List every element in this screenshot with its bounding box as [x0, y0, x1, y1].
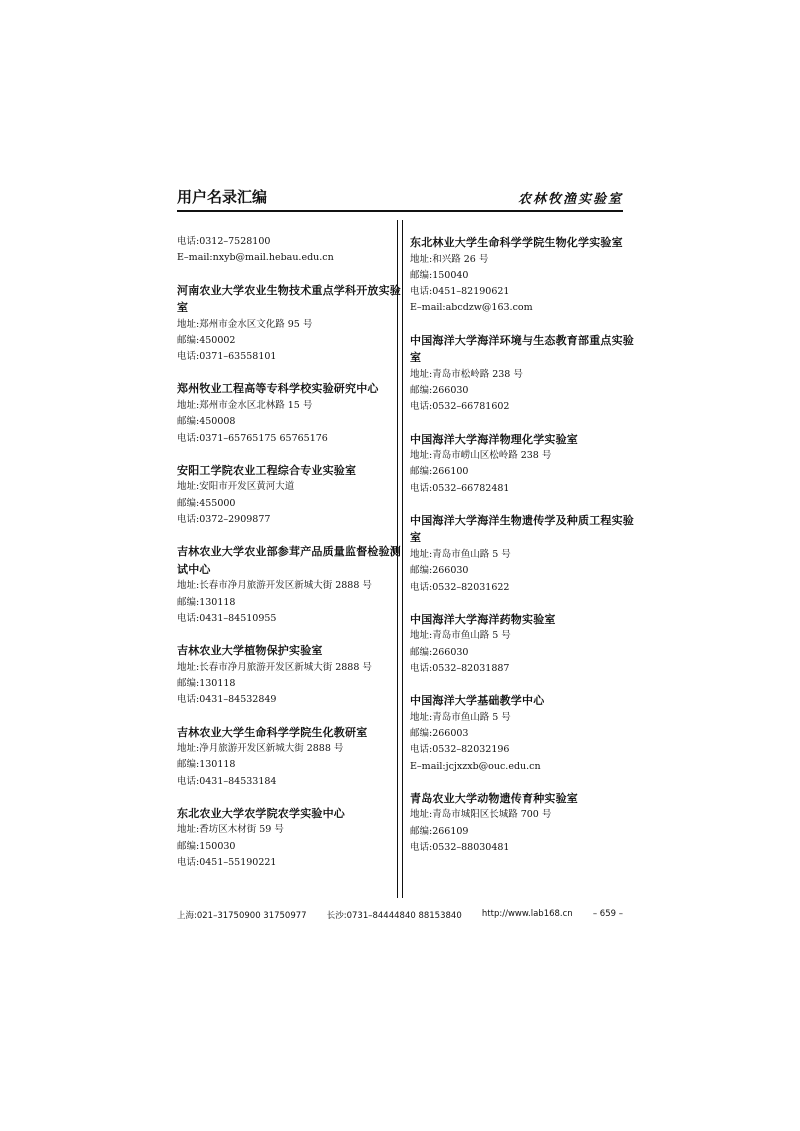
entry-email: E–mail:nxyb@mail.hebau.edu.cn: [177, 252, 334, 264]
header-rule: [177, 210, 623, 212]
entry-detail-line: 地址:郑州市金水区北林路 15 号: [177, 399, 313, 411]
entry-detail-line: 地址:青岛市松岭路 238 号: [410, 368, 523, 380]
entry-name: 河南农业大学农业生物技术重点学科开放实验室: [177, 283, 401, 315]
entry-phone: 电话:0312–7528100: [177, 236, 271, 247]
entry-name: 青岛农业大学动物遗传育种实验室: [410, 791, 578, 805]
continued-entry: [177, 234, 402, 267]
entry-name: 中国海洋大学海洋生物遗传学及种质工程实验室: [410, 513, 634, 545]
entry-detail-line: 地址:青岛市鱼山路 5 号: [410, 548, 511, 560]
entry-detail-line: 电话:0451–55190221: [177, 857, 277, 869]
entry-detail-line: 邮编:150040: [410, 269, 469, 281]
entry-detail-line: 电话:0532–82031622: [410, 581, 510, 593]
entry-detail-line: 电话:0451–82190621: [410, 286, 510, 298]
entry-name: 安阳工学院农业工程综合专业实验室: [177, 463, 357, 477]
directory-entry: [177, 462, 402, 528]
entry-detail-line: 邮编:266109: [410, 825, 469, 837]
entry-detail-line: E–mail:abcdzw@163.com: [410, 302, 533, 314]
entry-detail-line: 地址:香坊区木材街 59 号: [177, 824, 284, 836]
entry-detail-line: 邮编:450002: [177, 334, 236, 346]
right-entry-list: [410, 234, 635, 856]
entry-detail-line: 电话:0431–84533184: [177, 775, 277, 787]
directory-entry: [177, 724, 402, 790]
entry-detail-line: 电话:0532–66781602: [410, 401, 510, 413]
entry-name: 吉林农业大学植物保护实验室: [177, 644, 323, 658]
directory-entry: [410, 512, 635, 596]
footer-url: http://www.lab168.cn: [481, 909, 573, 919]
entry-detail-line: 地址:青岛市城阳区长城路 700 号: [410, 809, 552, 821]
header-title: 用户名录汇编: [177, 188, 268, 206]
entry-name: 郑州牧业工程高等专科学校实验研究中心: [177, 382, 379, 396]
directory-entry: [410, 611, 635, 677]
entry-detail-line: 电话:0532–82032196: [410, 744, 510, 756]
entry-detail-line: 地址:青岛市鱼山路 5 号: [410, 630, 511, 642]
entry-detail-line: 邮编:266003: [410, 728, 469, 740]
entry-detail-line: 邮编:266030: [410, 384, 469, 396]
entry-detail-line: 邮编:266100: [410, 466, 469, 478]
page-number: – 659 –: [592, 909, 623, 919]
header-section: 农林牧渔实验室: [517, 192, 623, 207]
footer-shanghai: 上海:021–31750900 31750977: [177, 911, 307, 921]
directory-entry: [177, 805, 402, 871]
directory-entry: [177, 282, 402, 366]
entry-detail-line: 电话:0372–2909877: [177, 513, 271, 525]
entry-detail-line: 邮编:130118: [177, 677, 236, 689]
directory-entry: [177, 543, 402, 627]
entry-detail-line: E–mail:jcjxzxb@ouc.edu.cn: [410, 760, 541, 772]
entry-detail-line: 邮编:130118: [177, 759, 236, 771]
entry-detail-line: 地址:长春市净月旅游开发区新城大街 2888 号: [177, 580, 372, 592]
entry-detail-line: 电话:0431–84532849: [177, 694, 277, 706]
entry-detail-line: 电话:0371–63558101: [177, 351, 277, 363]
directory-entry: [410, 692, 635, 775]
entry-name: 吉林农业大学生命科学学院生化教研室: [177, 725, 368, 739]
entry-detail-line: 电话:0532–66782481: [410, 482, 510, 494]
entry-name: 东北农业大学农学院农学实验中心: [177, 806, 345, 820]
directory-entry: [177, 380, 402, 446]
entry-name: 东北林业大学生命科学学院生物化学实验室: [410, 236, 623, 249]
entry-detail-line: 电话:0532–82031887: [410, 662, 510, 674]
entry-name: 中国海洋大学海洋药物实验室: [410, 612, 556, 626]
entry-detail-line: 电话:0371–65765175 65765176: [177, 432, 328, 444]
entry-detail-line: 电话:0431–84510955: [177, 612, 277, 624]
entry-detail-line: 地址:郑州市金水区文化路 95 号: [177, 318, 313, 330]
page-footer: [177, 909, 623, 921]
entry-detail-line: 地址:安阳市开发区黄河大道: [177, 481, 295, 493]
entry-name: 中国海洋大学基础教学中心: [410, 694, 545, 708]
entry-detail-line: 邮编:150030: [177, 840, 236, 852]
left-entry-list: [177, 282, 402, 872]
entry-detail-line: 地址:和兴路 26 号: [410, 253, 489, 265]
directory-entry: [410, 431, 635, 497]
entry-name: 中国海洋大学海洋物理化学实验室: [410, 432, 578, 446]
entry-detail-line: 地址:青岛市崂山区松岭路 238 号: [410, 450, 552, 462]
right-column: [410, 234, 635, 856]
entry-detail-line: 地址:青岛市鱼山路 5 号: [410, 711, 511, 723]
entry-name: 吉林农业大学农业部参茸产品质量监督检验测试中心: [177, 545, 401, 576]
entry-detail-line: 电话:0532–88030481: [410, 842, 510, 854]
directory-entry: [410, 234, 635, 317]
entry-detail-line: 邮编:450008: [177, 416, 236, 428]
directory-entry: [177, 642, 402, 708]
running-header: [177, 186, 623, 210]
entry-name: 中国海洋大学海洋环境与生态教育部重点实验室: [410, 333, 634, 365]
entry-detail-line: 邮编:455000: [177, 497, 236, 509]
entry-detail-line: 地址:长春市净月旅游开发区新城大街 2888 号: [177, 661, 372, 673]
entry-detail-line: 地址:净月旅游开发区新城大街 2888 号: [177, 743, 344, 755]
entry-detail-line: 邮编:266030: [410, 565, 469, 577]
directory-entry: [410, 332, 635, 416]
left-column: [177, 234, 402, 871]
entry-detail-line: 邮编:130118: [177, 596, 236, 608]
entry-detail-line: 邮编:266030: [410, 646, 469, 658]
directory-entry: [410, 790, 635, 856]
footer-changsha: 长沙:0731–84444840 88153840: [326, 911, 462, 921]
